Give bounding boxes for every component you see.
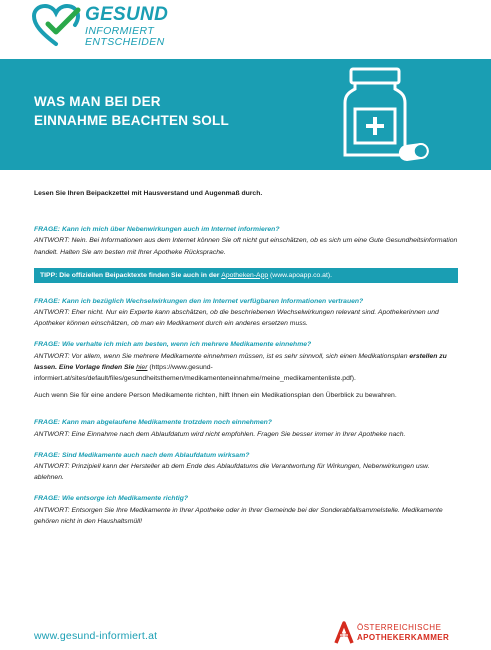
question: FRAGE: Kann ich mich über Nebenwirkungen auch im Internet informieren? <box>34 226 280 234</box>
extra-note: Auch wenn Sie für eine andere Person Medikamente richten, hilft Ihnen ein Medikationsplan den Überblick zu bewahren. <box>34 392 397 400</box>
qa-item <box>34 450 458 484</box>
logo-subtitle-1: INFORMIERT <box>85 25 155 37</box>
tip-box <box>34 268 458 283</box>
answer: ANTWORT: Nein. Bei Informationen aus dem Internet können Sie oft nicht gut einschätzen, ob es sich um eine Gute Gesundheitsinformation handelt. Halten Sie am besten mit Ihrer Apotheke Rücksprache. <box>34 237 458 256</box>
logo-title: GESUND <box>85 4 169 25</box>
page-title <box>34 92 229 130</box>
tip-tail: (www.apoapp.co.at). <box>270 271 333 279</box>
apothekerkammer-logo <box>334 621 474 647</box>
qa-item <box>34 339 458 384</box>
qa-item <box>34 493 458 527</box>
answer-bold: erstellen zu lassen. Eine Vorlage finden Sie <box>34 352 447 371</box>
answer: ANTWORT: Prinzipiell kann der Hersteller ab dem Ende des Ablaufdatums die Verantwortung für Wirkungen, Nebenwirkungen usw. ablehnen. <box>34 463 430 482</box>
content <box>34 188 458 537</box>
answer: ANTWORT: Eine Einnahme nach dem Ablaufdatum wird nicht empfohlen. Fragen Sie besser immer in Ihrer Apotheke nach. <box>34 430 406 438</box>
question: FRAGE: Wie entsorge ich Medikamente richtig? <box>34 495 189 503</box>
template-link[interactable]: hier <box>136 363 148 371</box>
tip-lead: TIPP: Die offiziellen Beipacktexte finden Sie auch in der <box>40 271 220 279</box>
answer <box>34 351 458 385</box>
question: FRAGE: Wie verhalte ich mich am besten, wenn ich mehrere Medikamente einnehme? <box>34 341 312 349</box>
org-name-line-2: APOTHEKERKAMMER <box>357 633 450 642</box>
answer-text: ANTWORT: Vor allem, wenn Sie mehrere Medikamente einnehmen müssen, ist es sehr sinnvoll, sich einen Medikationsplan <box>34 352 408 360</box>
apotheke-a-icon <box>334 621 354 645</box>
logo <box>30 4 230 54</box>
page-title-line-1: WAS MAN BEI DER <box>34 94 161 109</box>
qa-item <box>34 417 458 439</box>
qa-item <box>34 296 458 330</box>
qa-item <box>34 224 458 258</box>
footer-website-link[interactable]: www.gesund-informiert.at <box>34 630 158 642</box>
org-name-line-1: ÖSTERREICHISCHE <box>357 623 442 632</box>
page-title-line-2: EINNAHME BEACHTEN SOLL <box>34 113 229 128</box>
heart-check-icon <box>30 4 82 48</box>
template-url: (https://www.gesund-informiert.at/sites/default/files/gesundheitsthemen/medikamenteneinnahme/meine_medikamentenliste.pdf). <box>34 363 356 383</box>
answer: ANTWORT: Entsorgen Sie Ihre Medikamente in Ihrer Apotheke oder in Ihrer Gemeinde bei der Sonderabfallsammelstelle. Medikamente gehören nicht in den Haushaltsmüll! <box>34 506 443 525</box>
title-banner <box>0 59 491 170</box>
medicine-bottle-icon <box>333 65 433 165</box>
question: FRAGE: Sind Medikamente auch nach dem Ablaufdatum wirksam? <box>34 451 250 459</box>
apotheken-app-link[interactable]: Apotheken-App <box>221 271 269 279</box>
intro-text: Lesen Sie Ihren Beipackzettel mit Hausverstand und Augenmaß durch. <box>34 190 263 197</box>
question: FRAGE: Kann ich bezüglich Wechselwirkungen den im Internet verfügbaren Informationen vertrauen? <box>34 297 364 305</box>
question: FRAGE: Kann man abgelaufene Medikamente trotzdem noch einnehmen? <box>34 419 272 427</box>
answer: ANTWORT: Eher nicht. Nur ein Experte kann abschätzen, ob die beschriebenen Wechselwirkungen relevant sind. Apothekerinnen und Apotheker können einschätzen, ob man ein Medikament durch ein anderes ersetzen muss. <box>34 309 439 328</box>
logo-subtitle-2: ENTSCHEIDEN <box>85 36 165 48</box>
